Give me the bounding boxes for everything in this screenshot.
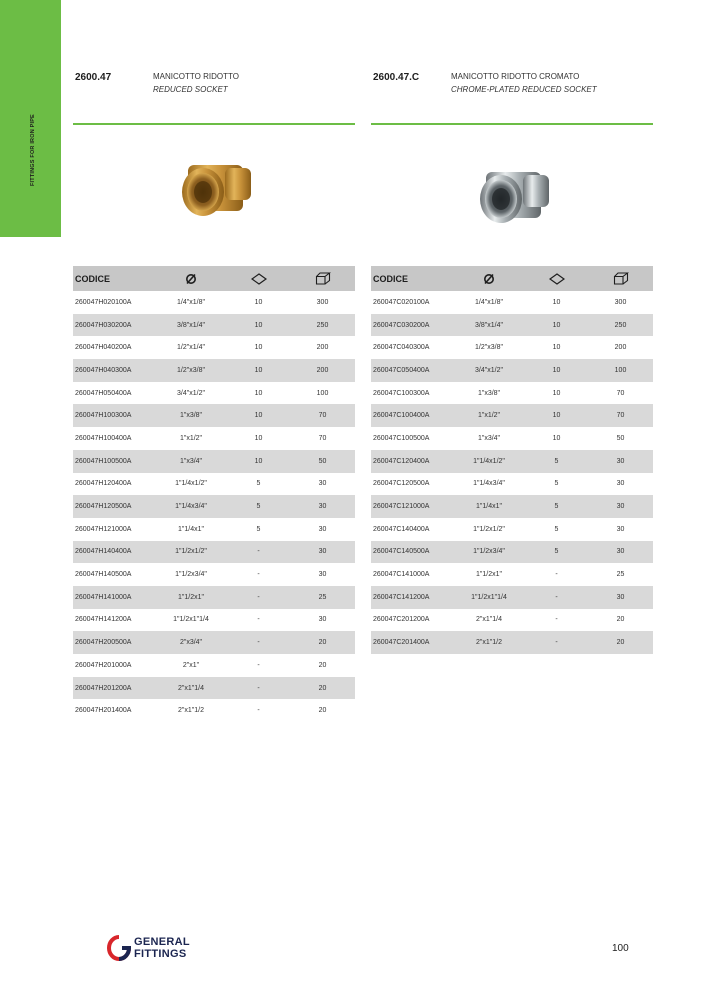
- logo-line-2: FITTINGS: [134, 947, 187, 960]
- cell-box: 70: [318, 434, 327, 442]
- cell-box: 300: [316, 298, 329, 306]
- section-side-label: FITTINGS FOR IRON PIPE: [30, 114, 36, 186]
- cell-box: 20: [290, 631, 355, 654]
- cell-box: 300: [614, 298, 627, 306]
- product-code: 2600.47.C: [373, 72, 420, 83]
- table-row: [73, 404, 355, 427]
- table-row: [371, 518, 653, 541]
- cell-size: 1/4"x1/8": [177, 298, 205, 306]
- cell-box: 30: [290, 541, 355, 564]
- table-row: [73, 495, 355, 518]
- cell-size: 1"x3/4": [155, 450, 227, 473]
- column-header-diameter: [453, 266, 525, 291]
- product-name-italian: MANICOTTO RIDOTTO: [153, 72, 239, 81]
- cell-code: 260047H120500A: [73, 495, 155, 518]
- column-header-pack: [525, 266, 588, 291]
- table-row: [73, 563, 355, 586]
- cell-code: 260047H141200A: [75, 616, 132, 624]
- cell-box: 250: [588, 314, 653, 337]
- table-row: [371, 631, 653, 654]
- cell-box: 20: [318, 707, 327, 715]
- cell-code: 260047C050400A: [371, 359, 453, 382]
- cell-pack: -: [257, 707, 260, 715]
- table-row: [371, 291, 653, 314]
- cell-code: 260047H200500A: [73, 631, 155, 654]
- cell-size: 2"x1"1/4: [476, 616, 502, 624]
- cell-box: 250: [290, 314, 355, 337]
- chrome-reduced-socket-photo: [431, 130, 601, 260]
- column-header-code: CODICE: [371, 266, 453, 291]
- brass-reduced-socket-photo: [133, 130, 303, 260]
- table-row: [371, 563, 653, 586]
- cell-box: 30: [318, 571, 327, 579]
- cell-pack: 10: [254, 298, 263, 306]
- table-row: [73, 336, 355, 359]
- cell-box: 100: [588, 359, 653, 382]
- cell-pack: -: [257, 571, 260, 579]
- column-header-code: CODICE: [73, 266, 155, 291]
- cell-code: 260047H050400A: [75, 389, 132, 397]
- cell-pack: 10: [525, 359, 588, 382]
- cell-code: 260047H141000A: [73, 586, 155, 609]
- cell-size: 1"1/2x1": [476, 571, 502, 579]
- cell-pack: -: [555, 571, 558, 579]
- cell-size: 1"1/2x1"1/4: [453, 586, 525, 609]
- cell-size: 1"1/4x3/4": [473, 480, 505, 488]
- box-icon: [315, 272, 331, 285]
- cell-code: 260047H040200A: [75, 344, 132, 352]
- cell-box: 20: [588, 631, 653, 654]
- cell-code: 260047C140400A: [373, 525, 430, 533]
- cell-box: 50: [616, 434, 625, 442]
- table-row: [371, 450, 653, 473]
- cell-code: 260047C100300A: [373, 389, 430, 397]
- cell-pack: -: [227, 586, 290, 609]
- column-header-diameter: [155, 266, 227, 291]
- cell-size: 3/4"x1/2": [453, 359, 525, 382]
- cell-code: 260047H020100A: [75, 298, 132, 306]
- cell-code: 260047H121000A: [75, 525, 132, 533]
- table-header-row: [371, 266, 653, 291]
- cell-code: 260047H140500A: [75, 571, 132, 579]
- table-row: [371, 382, 653, 405]
- cell-size: 1/2"x1/4": [177, 344, 205, 352]
- pack-icon: [251, 273, 267, 285]
- logo-line-1: GENERAL: [134, 936, 190, 948]
- table-row: [73, 291, 355, 314]
- cell-pack: 5: [256, 480, 261, 488]
- cell-pack: 5: [554, 525, 559, 533]
- cell-box: 70: [616, 389, 625, 397]
- cell-pack: -: [555, 616, 558, 624]
- cell-box: 30: [318, 616, 327, 624]
- cell-code: 260047C030200A: [371, 314, 453, 337]
- cell-box: 30: [616, 525, 625, 533]
- cell-pack: 10: [254, 344, 263, 352]
- cell-size: 1/2"x3/8": [155, 359, 227, 382]
- table-row: [73, 677, 355, 700]
- column-header-box: [290, 266, 355, 291]
- table-row: [73, 699, 355, 722]
- cell-size: 1/4"x1/8": [475, 298, 503, 306]
- cell-pack: 10: [525, 404, 588, 427]
- cell-code: 260047C100400A: [371, 404, 453, 427]
- cell-size: 1"x3/8": [155, 404, 227, 427]
- table-row: [371, 336, 653, 359]
- section-divider: [73, 123, 355, 125]
- cell-pack: -: [257, 661, 260, 669]
- product-code: 2600.47: [75, 72, 112, 83]
- cell-code: 260047C201200A: [373, 616, 430, 624]
- cell-code: 260047H201200A: [73, 677, 155, 700]
- table-row: [371, 404, 653, 427]
- cell-box: 30: [616, 480, 625, 488]
- cell-pack: 10: [227, 359, 290, 382]
- section-divider: [371, 123, 653, 125]
- cell-code: 260047H100500A: [73, 450, 155, 473]
- cell-size: 1"x3/4": [477, 434, 501, 442]
- page-number: 100: [612, 943, 629, 954]
- table-row: [371, 586, 653, 609]
- cell-box: 30: [588, 495, 653, 518]
- column-header-box: [588, 266, 653, 291]
- cell-pack: 5: [554, 480, 559, 488]
- table-row: [73, 450, 355, 473]
- cell-code: 260047H140400A: [73, 541, 155, 564]
- table-row: [73, 541, 355, 564]
- table-header-row: [73, 266, 355, 291]
- table-row: [371, 473, 653, 496]
- pack-icon: [549, 273, 565, 285]
- table-row: [73, 427, 355, 450]
- cell-code: 260047H040300A: [73, 359, 155, 382]
- cell-size: 3/8"x1/4": [155, 314, 227, 337]
- table-row: [73, 473, 355, 496]
- table-row: [73, 609, 355, 632]
- cell-code: 260047C141200A: [371, 586, 453, 609]
- cell-code: 260047C201400A: [371, 631, 453, 654]
- cell-pack: 10: [254, 434, 263, 442]
- cell-size: 2"x1"1/2: [178, 707, 204, 715]
- cell-size: 1"1/2x3/4": [453, 541, 525, 564]
- cell-box: 20: [616, 616, 625, 624]
- table-row: [371, 495, 653, 518]
- product-name-italian: MANICOTTO RIDOTTO CROMATO: [451, 72, 580, 81]
- cell-pack: 5: [525, 450, 588, 473]
- cell-box: 25: [616, 571, 625, 579]
- product-table-chrome: [371, 266, 653, 654]
- table-row: [73, 359, 355, 382]
- table-row: [73, 654, 355, 677]
- cell-size: 1"1/4x1": [178, 525, 204, 533]
- cell-size: 3/4"x1/2": [177, 389, 205, 397]
- table-row: [73, 314, 355, 337]
- product-table-brass: [73, 266, 355, 722]
- diameter-icon: [185, 273, 197, 285]
- cell-code: 260047C120400A: [371, 450, 453, 473]
- cell-size: 2"x1"1/2: [453, 631, 525, 654]
- cell-size: 1"1/4x1/2": [175, 480, 207, 488]
- table-row: [73, 382, 355, 405]
- cell-box: 30: [588, 586, 653, 609]
- cell-code: 260047C040300A: [373, 344, 430, 352]
- cell-pack: 10: [227, 314, 290, 337]
- cell-code: 260047H120400A: [75, 480, 132, 488]
- product-name-english: CHROME-PLATED REDUCED SOCKET: [451, 85, 597, 94]
- table-row: [371, 541, 653, 564]
- cell-size: 1"x1/2": [453, 404, 525, 427]
- table-row: [371, 314, 653, 337]
- cell-pack: 10: [525, 314, 588, 337]
- table-row: [73, 586, 355, 609]
- cell-size: 2"x3/4": [155, 631, 227, 654]
- cell-size: 1/2"x3/8": [475, 344, 503, 352]
- cell-code: 260047C100500A: [373, 434, 430, 442]
- cell-box: 20: [290, 677, 355, 700]
- diameter-icon: [483, 273, 495, 285]
- cell-box: 30: [290, 495, 355, 518]
- cell-box: 30: [588, 450, 653, 473]
- cell-box: 30: [318, 480, 327, 488]
- cell-size: 1"1/2x1/2": [155, 541, 227, 564]
- cell-code: 260047H030200A: [73, 314, 155, 337]
- cell-size: 1"1/4x3/4": [155, 495, 227, 518]
- cell-pack: 5: [227, 495, 290, 518]
- table-row: [73, 631, 355, 654]
- cell-pack: -: [525, 631, 588, 654]
- cell-box: 30: [318, 525, 327, 533]
- cell-code: 260047C120500A: [373, 480, 430, 488]
- cell-box: 70: [588, 404, 653, 427]
- cell-size: 1"1/2x3/4": [175, 571, 207, 579]
- cell-pack: 10: [552, 298, 561, 306]
- cell-box: 200: [316, 344, 329, 352]
- table-row: [371, 359, 653, 382]
- cell-code: 260047C020100A: [373, 298, 430, 306]
- cell-pack: -: [257, 616, 260, 624]
- box-icon: [613, 272, 629, 285]
- cell-pack: -: [227, 677, 290, 700]
- cell-box: 50: [290, 450, 355, 473]
- cell-size: 1"x1/2": [179, 434, 203, 442]
- cell-pack: -: [525, 586, 588, 609]
- cell-pack: 10: [254, 389, 263, 397]
- cell-size: 1"1/2x1/2": [473, 525, 505, 533]
- cell-code: 260047H100300A: [73, 404, 155, 427]
- table-row: [371, 427, 653, 450]
- cell-code: 260047C121000A: [371, 495, 453, 518]
- cell-size: 3/8"x1/4": [453, 314, 525, 337]
- logo-mark-icon: [106, 934, 132, 962]
- table-row: [371, 609, 653, 632]
- cell-size: 1"1/4x1": [453, 495, 525, 518]
- cell-box: 70: [290, 404, 355, 427]
- cell-box: 20: [318, 661, 327, 669]
- cell-size: 2"x1"1/4: [155, 677, 227, 700]
- cell-box: 200: [290, 359, 355, 382]
- cell-pack: 10: [552, 434, 561, 442]
- cell-pack: -: [227, 541, 290, 564]
- cell-code: 260047C141000A: [373, 571, 430, 579]
- cell-pack: -: [227, 631, 290, 654]
- cell-code: 260047H201000A: [75, 661, 132, 669]
- cell-size: 2"x1": [182, 661, 200, 669]
- table-row: [73, 518, 355, 541]
- cell-size: 1"x3/8": [477, 389, 501, 397]
- cell-code: 260047H100400A: [75, 434, 132, 442]
- cell-code: 260047C140500A: [371, 541, 453, 564]
- general-fittings-logo: [106, 934, 216, 964]
- cell-pack: 5: [525, 541, 588, 564]
- column-header-pack: [227, 266, 290, 291]
- cell-pack: 10: [227, 404, 290, 427]
- cell-box: 30: [588, 541, 653, 564]
- cell-pack: 10: [552, 344, 561, 352]
- cell-box: 200: [614, 344, 627, 352]
- product-name-english: REDUCED SOCKET: [153, 85, 228, 94]
- cell-size: 1"1/4x1/2": [453, 450, 525, 473]
- cell-pack: 5: [525, 495, 588, 518]
- cell-size: 1"1/2x1"1/4: [173, 616, 209, 624]
- cell-pack: 5: [256, 525, 261, 533]
- cell-pack: 10: [227, 450, 290, 473]
- cell-pack: 10: [552, 389, 561, 397]
- cell-box: 100: [316, 389, 329, 397]
- cell-code: 260047H201400A: [75, 707, 132, 715]
- cell-box: 25: [290, 586, 355, 609]
- cell-size: 1"1/2x1": [155, 586, 227, 609]
